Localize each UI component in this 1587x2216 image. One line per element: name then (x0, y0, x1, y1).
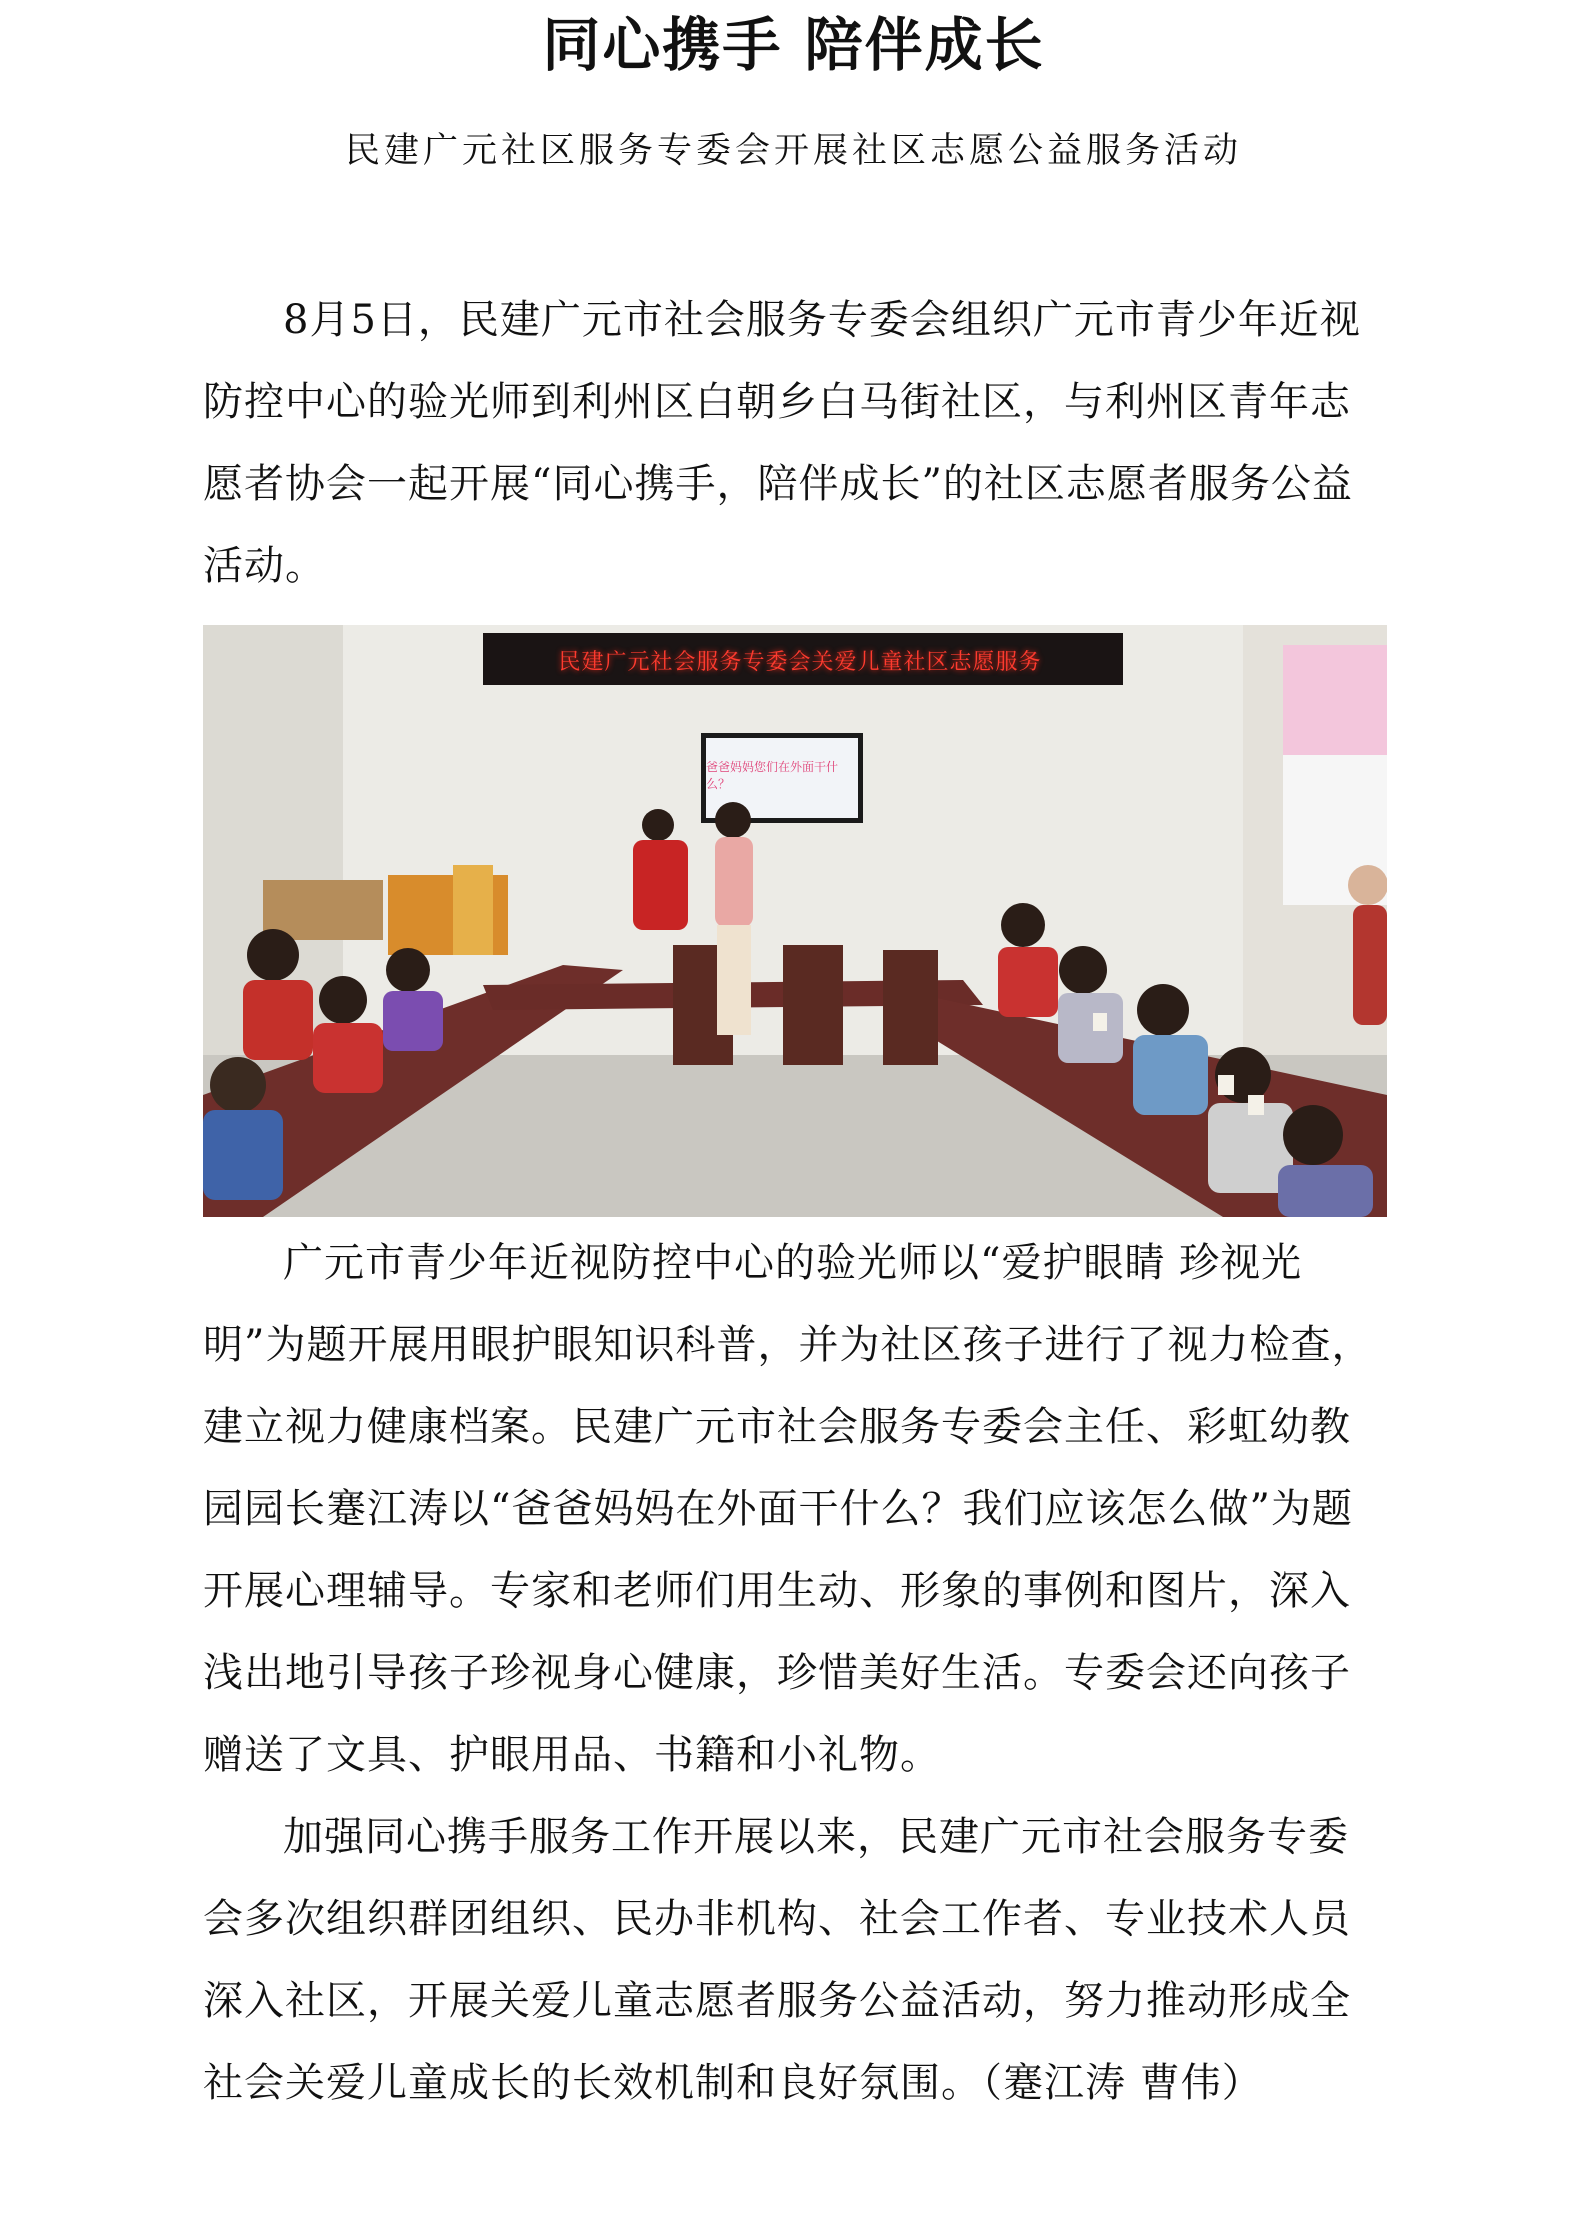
paragraph-3: 加强同心携手服务工作开展以来，民建广元市社会服务专委会多次组织群团组织、民办非机构、社会工作者、专业技术人员深入社区，开展关爱儿童志愿者服务公益活动，努力推动形成全社会关爱儿童成长的长效机制和良好氛围。（蹇江涛 曹伟） (203, 1814, 1351, 2106)
event-photo (203, 625, 1387, 1217)
article-title: 同心携手 陪伴成长 (542, 11, 1045, 79)
screen-slide-text: 爸爸妈妈您们在外面干什么？ (706, 760, 839, 791)
paragraph-2: 广元市青少年近视防控中心的验光师以“爱护眼睛 珍视光明”为题开展用眼护眼知识科普，并为社区孩子进行了视力检查，建立视力健康档案。民建广元市社会服务专委会主任、彩虹幼教园园长蹇江涛以“爸爸妈妈在外面干什么？我们应该怎么做”为题开展心理辅导。专家和老师们用生动、形象的事例和图片，深入浅出地引导孩子珍视身心健康，珍惜美好生活。专委会还向孩子赠送了文具、护眼用品、书籍和小礼物。 (203, 1240, 1373, 1778)
article-subtitle: 民建广元社区服务专委会开展社区志愿公益服务活动 (344, 131, 1242, 171)
paragraph-1: 8月5日，民建广元市社会服务专委会组织广元市青少年近视防控中心的验光师到利州区白朝乡白马街社区，与利州区青年志愿者协会一起开展“同心携手，陪伴成长”的社区志愿者服务公益活动。 (203, 297, 1361, 589)
led-banner-text: 民建广元社会服务专委会关爱儿童社区志愿服务 (558, 649, 1042, 675)
